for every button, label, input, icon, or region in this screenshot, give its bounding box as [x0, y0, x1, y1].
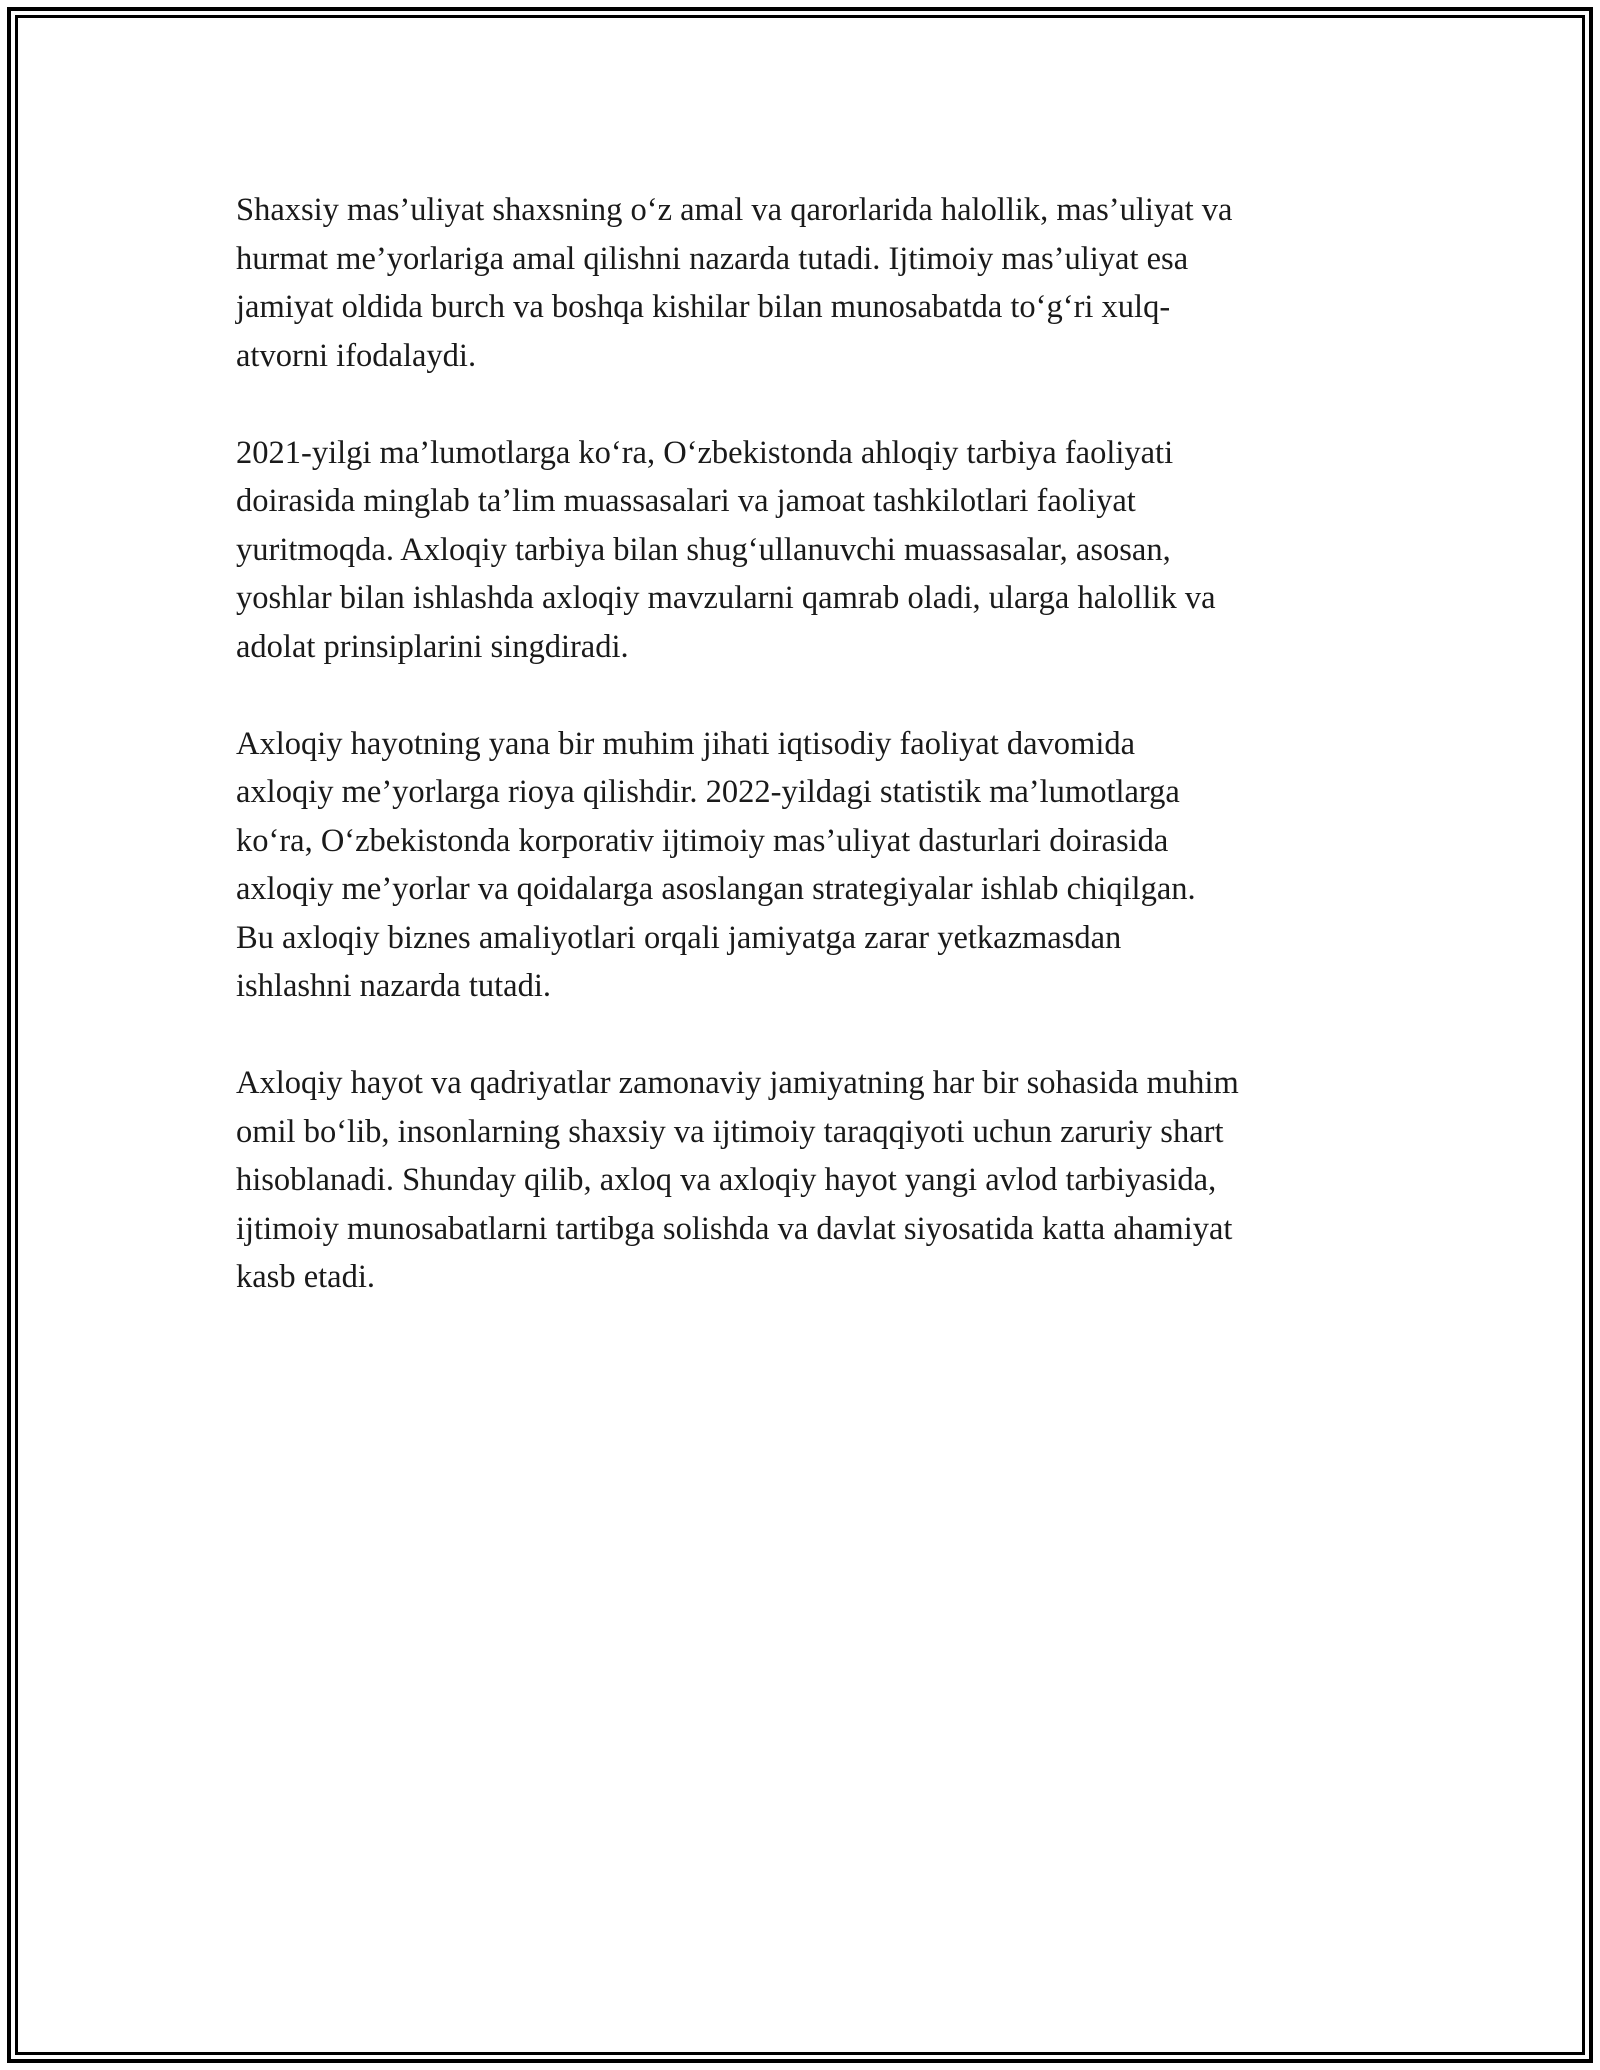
document-body: [236, 186, 1376, 1350]
paragraph-3: Axloqiy hayotning yana bir muhim jihati iqtisodiy faoliyat davomida axloqiy me’yorlarga rioya qilishdir. 2022-yildagi statistik ma’lumotlarga ko‘ra, O‘zbekistonda korporativ ijtimoiy mas’uliyat dasturlari doirasida axloqiy me’yorlar va qoidalarga asoslangan strategiyalar ishlab chiqilgan. Bu axloqiy biznes amaliyotlari orqali jamiyatga zarar yetkazmasdan ishlashni nazarda tutadi.: [236, 725, 1196, 1004]
paragraph-4: Axloqiy hayot va qadriyatlar zamonaviy jamiyatning har bir sohasida muhim omil bo‘lib, insonlarning shaxsiy va ijtimoiy taraqqiyoti uchun zaruriy shart hisoblanadi. Shunday qilib, axloq va axloqiy hayot yangi avlod tarbiyasida, ijtimoiy munosabatlarni tartibga solishda va davlat siyosatida katta ahamiyat kasb etadi.: [236, 1065, 1239, 1295]
paragraph-1: Shaxsiy mas’uliyat shaxsning o‘z amal va qarorlarida halollik, mas’uliyat va hurmat me’yorlariga amal qilishni nazarda tutadi. Ijtimoiy mas’uliyat esa jamiyat oldida burch va boshqa kishilar bilan munosabatda to‘g‘ri xulq- atvorni ifodalaydi.: [236, 192, 1233, 374]
paragraph-2: 2021-yilgi ma’lumotlarga ko‘ra, O‘zbekistonda ahloqiy tarbiya faoliyati doirasida minglab ta’lim muassasalari va jamoat tashkilotlari faoliyat yuritmoqda. Axloqiy tarbiya bilan shug‘ullanuvchi muassasalar, asosan, yoshlar bilan ishlashda axloqiy mavzularni qamrab oladi, ularga halollik va adolat prinsiplarini singdiradi.: [236, 434, 1216, 665]
